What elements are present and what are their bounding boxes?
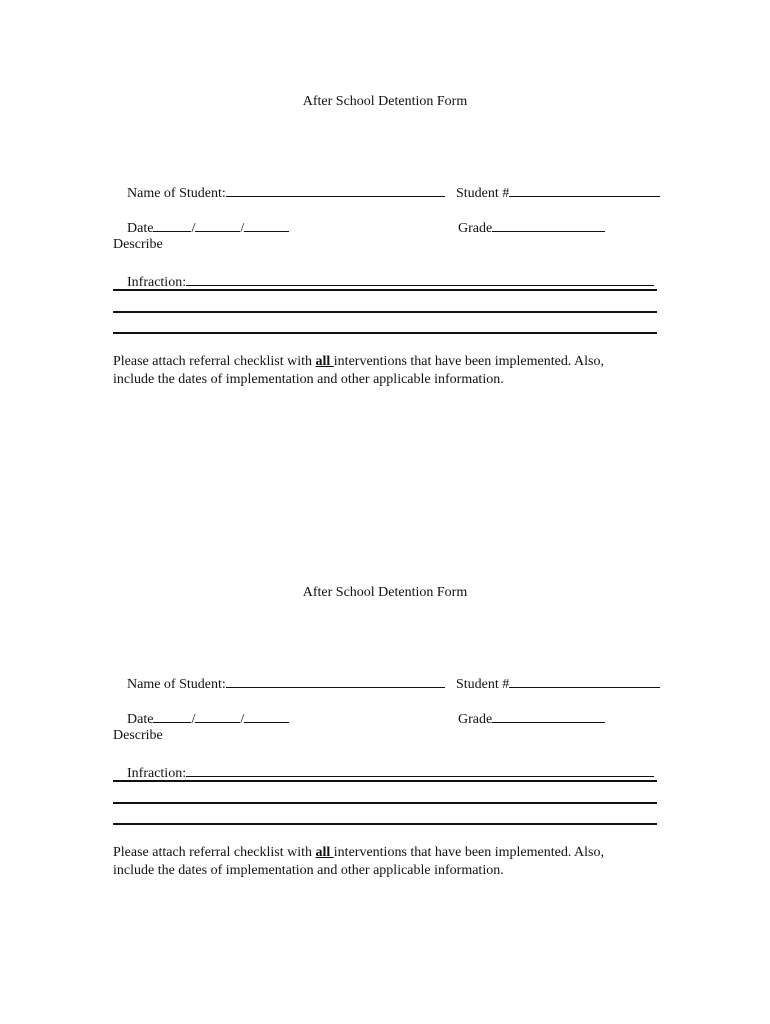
grade-label: Grade [458,712,493,727]
student-number-label: Student # [456,677,510,692]
note-text: Please attach referral checklist with [113,354,316,369]
student-number-label: Student # [456,186,510,201]
detention-form-2 [0,491,770,878]
form-title: After School Detention Form [302,94,468,109]
student-name-blank[interactable] [226,674,445,688]
detention-form-1 [0,0,770,387]
date-day-blank[interactable] [195,218,240,232]
grade-blank[interactable] [492,218,605,232]
infraction-line-2[interactable] [113,802,657,804]
referral-note [113,353,673,389]
date-label: Date [127,712,154,727]
form-title: After School Detention Form [302,585,468,600]
describe-label: Describe [113,728,163,743]
note-emphasis-all: all [315,354,334,369]
student-name-blank[interactable] [226,183,445,197]
date-month-blank[interactable] [153,709,191,723]
infraction-line-3[interactable] [113,823,657,825]
describe-label: Describe [113,237,163,252]
grade-field[interactable] [444,691,605,747]
date-year-blank[interactable] [244,218,289,232]
note-text: interventions that have been implemented. Also, [333,354,605,369]
student-number-blank[interactable] [509,674,660,688]
note-text: Please attach referral checklist with [113,845,316,860]
date-label: Date [127,221,154,236]
infraction-blank[interactable] [186,763,654,777]
infraction-field[interactable] [113,254,654,310]
referral-note [113,844,673,880]
infraction-field[interactable] [113,745,654,801]
note-emphasis-all: all [315,845,334,860]
grade-blank[interactable] [492,709,605,723]
date-month-blank[interactable] [153,218,191,232]
note-text: interventions that have been implemented. Also, [333,845,605,860]
grade-label: Grade [458,221,493,236]
infraction-line-2[interactable] [113,311,657,313]
infraction-label: Infraction: [127,275,187,290]
student-name-label: Name of Student: [127,677,226,692]
student-number-blank[interactable] [509,183,660,197]
date-separator: / [191,221,196,236]
infraction-label: Infraction: [127,766,187,781]
date-separator: / [240,712,245,727]
note-text-line-2: include the dates of implementation and other applicable information. [113,863,504,878]
student-name-label: Name of Student: [127,186,226,201]
date-separator: / [240,221,245,236]
date-separator: / [191,712,196,727]
date-day-blank[interactable] [195,709,240,723]
infraction-line-1[interactable] [113,289,657,291]
grade-field[interactable] [444,200,605,256]
infraction-line-1[interactable] [113,780,657,782]
date-year-blank[interactable] [244,709,289,723]
infraction-blank[interactable] [186,272,654,286]
note-text-line-2: include the dates of implementation and other applicable information. [113,372,504,387]
infraction-line-3[interactable] [113,332,657,334]
